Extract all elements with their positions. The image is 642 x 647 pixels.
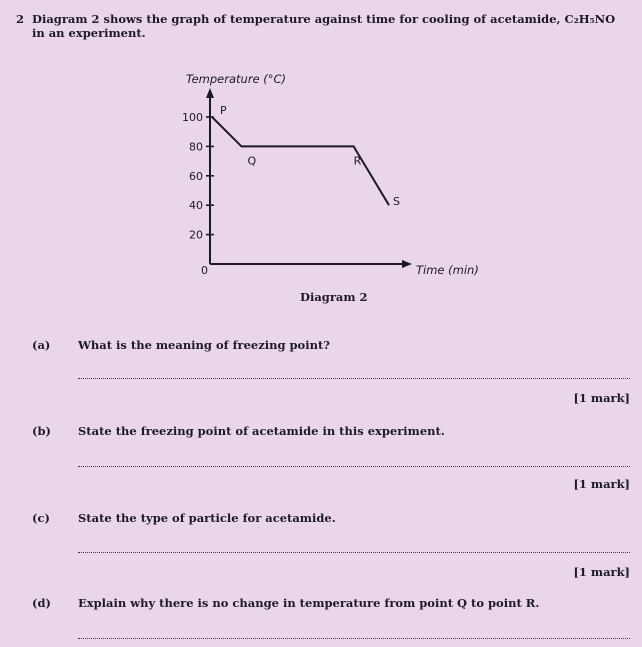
part-a-answer-line[interactable] [78, 378, 630, 379]
part-a-marks: [1 mark] [573, 391, 630, 405]
part-b-answer-line[interactable] [78, 466, 630, 467]
cooling-curve-line [212, 117, 389, 205]
question-intro: Diagram 2 shows the graph of temperature against time for cooling of acetamide, C₂H₅NO in an experiment. [32, 12, 616, 40]
y-tick-label: 100 [182, 111, 203, 124]
y-tick-label: 60 [189, 169, 203, 183]
part-c-marks: [1 mark] [573, 565, 630, 579]
part-a-label: (a) [32, 338, 51, 352]
y-axis-arrow [206, 88, 214, 98]
point-label-p: P [220, 104, 227, 117]
question-number: 2 [16, 12, 25, 26]
diagram-caption: Diagram 2 [300, 290, 368, 304]
y-tick-label: 40 [189, 199, 203, 213]
x-axis-arrow [402, 260, 412, 268]
x-axis-title: Time (min) [416, 263, 479, 277]
part-d-question: Explain why there is no change in temperature from point Q to point R. [78, 596, 540, 610]
part-a-question: What is the meaning of freezing point? [78, 338, 331, 352]
point-label-q: Q [247, 154, 257, 168]
part-c-answer-line[interactable] [78, 552, 630, 553]
point-label-s: S [393, 195, 400, 209]
part-d-label: (d) [32, 596, 51, 610]
part-c-question: State the type of particle for acetamide. [78, 511, 336, 525]
point-label-r: R [353, 154, 362, 168]
cooling-curve-chart [0, 0, 642, 320]
part-d-answer-line[interactable] [78, 638, 630, 639]
part-b-question: State the freezing point of acetamide in this experiment. [78, 424, 445, 438]
y-tick-label: 0 [201, 264, 208, 277]
y-tick-label: 80 [189, 140, 203, 154]
y-axis-title: Temperature (°C) [186, 72, 287, 86]
part-b-label: (b) [32, 424, 51, 438]
part-b-marks: [1 mark] [573, 477, 630, 491]
y-tick-label: 20 [189, 228, 203, 242]
part-c-label: (c) [32, 511, 50, 525]
